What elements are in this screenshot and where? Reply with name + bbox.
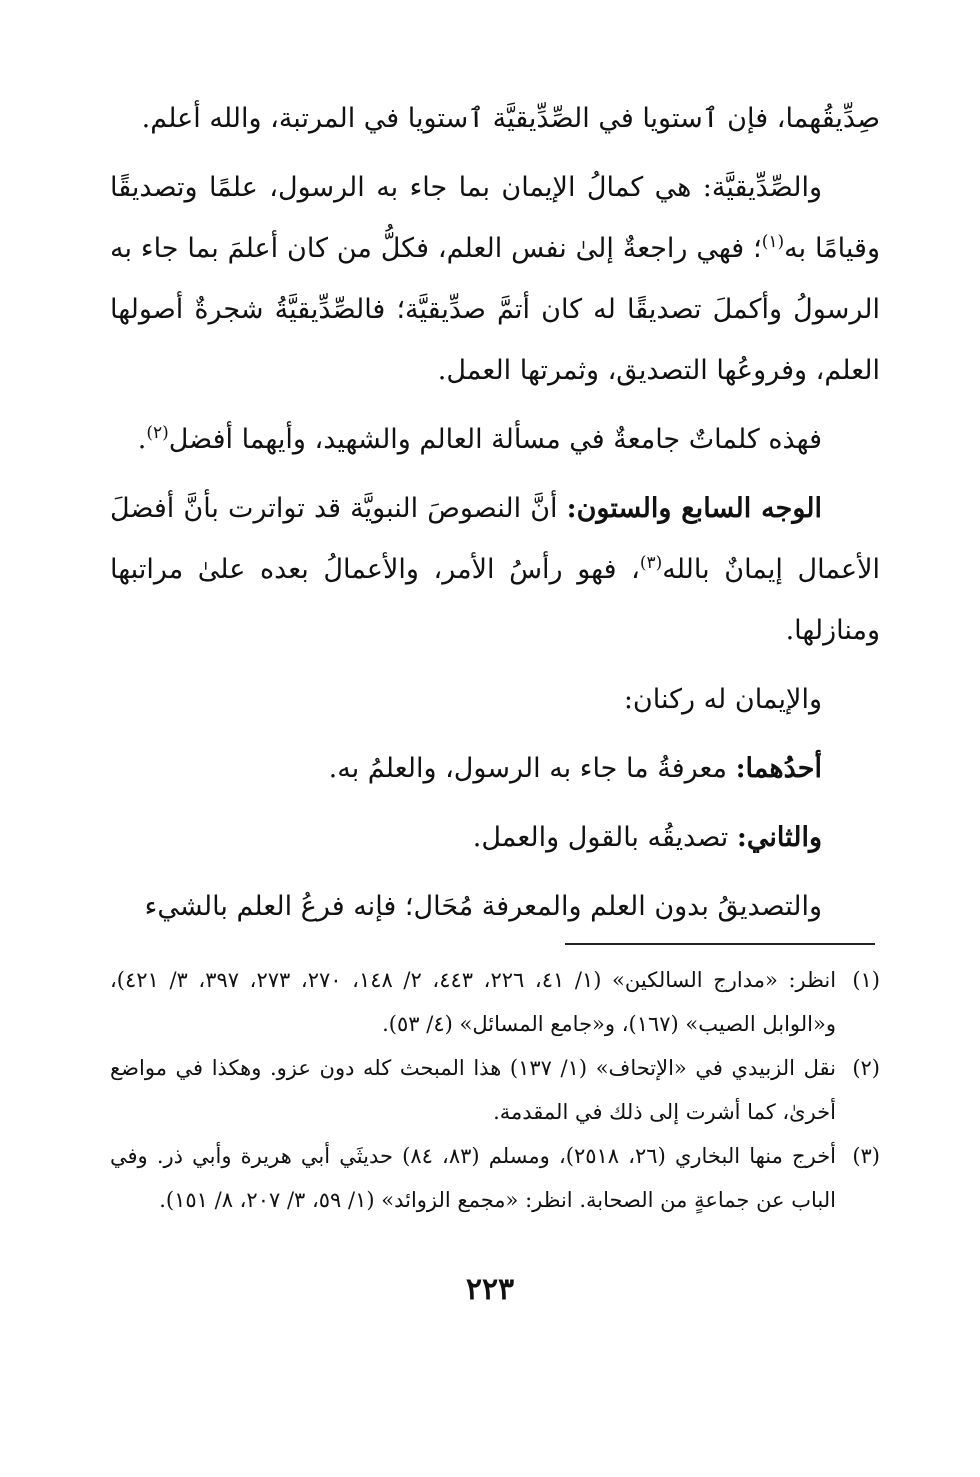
section-heading: الوجه السابع والستون: — [566, 493, 823, 524]
first-pillar-label: أحدُهما: — [735, 753, 822, 784]
footnote-ref-2[interactable]: (٢) — [146, 423, 169, 443]
footnote-2 — [110, 1046, 880, 1134]
paragraph-4-text: أنَّ النصوصَ النبويَّة قد تواترت بأنَّ أفضلَ الأعمال إيمانٌ بالله — [110, 493, 880, 585]
paragraph-8 — [110, 876, 880, 937]
footnote-3 — [110, 1134, 880, 1222]
paragraph-2 — [110, 157, 880, 401]
footnote-1-number: (١) — [852, 968, 880, 992]
paragraph-2-continuation: ؛ فهي راجعةٌ إلىٰ نفس العلم، فكلُّ من كان أعلمَ بما جاء به الرسولُ وأكملَ تصديقًا له كان أتمَّ صدِّيقيَّة؛ فالصِّدِّيقيَّةُ شجرةٌ أصولها العلم، وفروعُها التصديق، وثمرتها العمل. — [110, 233, 880, 386]
footnote-3-number: (٣) — [852, 1144, 880, 1168]
second-pillar-label: والثاني: — [736, 822, 822, 853]
footnote-separator — [565, 943, 875, 945]
paragraph-1-text: صِدِّيقُهما، فإن ٱستويا في الصِّدِّيقيَّة ٱستويا في المرتبة، والله أعلم. — [141, 103, 880, 134]
footnote-ref-1[interactable]: (١) — [761, 232, 785, 252]
paragraph-3 — [110, 409, 880, 470]
paragraph-2-text: والصِّدِّيقيَّة: هي كمالُ الإيمان بما جاء به الرسول، علمًا وتصديقًا وقيامًا به — [110, 172, 880, 264]
paragraph-6 — [110, 738, 880, 799]
paragraph-6-text: معرفةُ ما جاء به الرسول، والعلمُ به. — [328, 753, 736, 784]
paragraph-7-text: تصديقُه بالقول والعمل. — [472, 822, 737, 853]
footnote-1 — [110, 958, 880, 1046]
page-number: ٢٢٣ — [465, 1272, 515, 1307]
paragraph-7 — [110, 807, 880, 868]
footnote-2-text: نقل الزبيدي في «الإتحاف» (١/ ١٣٧) هذا المبحث كله دون عزو. وهكذا في مواضع أخرىٰ، كما أشرت إلى ذلك في المقدمة. — [110, 1056, 836, 1124]
paragraph-8-text: والتصديقُ بدون العلم والمعرفة مُحَال؛ فإنه فرعُ العلم بالشيء — [144, 891, 822, 922]
paragraph-5 — [110, 669, 880, 730]
paragraph-5-text: والإيمان له ركنان: — [623, 684, 822, 715]
footnote-1-text: انظر: «مدارج السالكين» (١/ ٤١، ٢٢٦، ٤٤٣، ٢/ ١٤٨، ٢٧٠، ٢٧٣، ٣٩٧، ٣/ ٤٢١)، و«الوابل الصيب» (١٦٧)، و«جامع المسائل» (٤/ ٥٣). — [110, 968, 837, 1036]
footnote-ref-3[interactable]: (٣) — [639, 553, 663, 573]
paragraph-1 — [110, 88, 880, 149]
footnotes — [110, 958, 880, 1222]
paragraph-3-text: فهذه كلماتٌ جامعةٌ في مسألة العالم والشهيد، وأيهما أفضل — [168, 424, 822, 455]
paragraph-4-continuation: ، فهو رأسُ الأمر، والأعمالُ بعده علىٰ مراتبها ومنازلها. — [110, 554, 880, 646]
main-text — [110, 88, 880, 945]
paragraph-4 — [110, 478, 880, 661]
footnote-3-text: أخرج منها البخاري (٢٦، ٢٥١٨)، ومسلم (٨٣، ٨٤) حديثَي أبي هريرة وأبي ذر. وفي الباب عن جماعةٍ من الصحابة. انظر: «مجمع الزوائد» (١/ ٥٩، ٣/ ٢٠٧، ٨/ ١٥١). — [110, 1144, 837, 1212]
footnote-2-number: (٢) — [852, 1056, 880, 1080]
paragraph-3-continuation: . — [137, 424, 147, 455]
